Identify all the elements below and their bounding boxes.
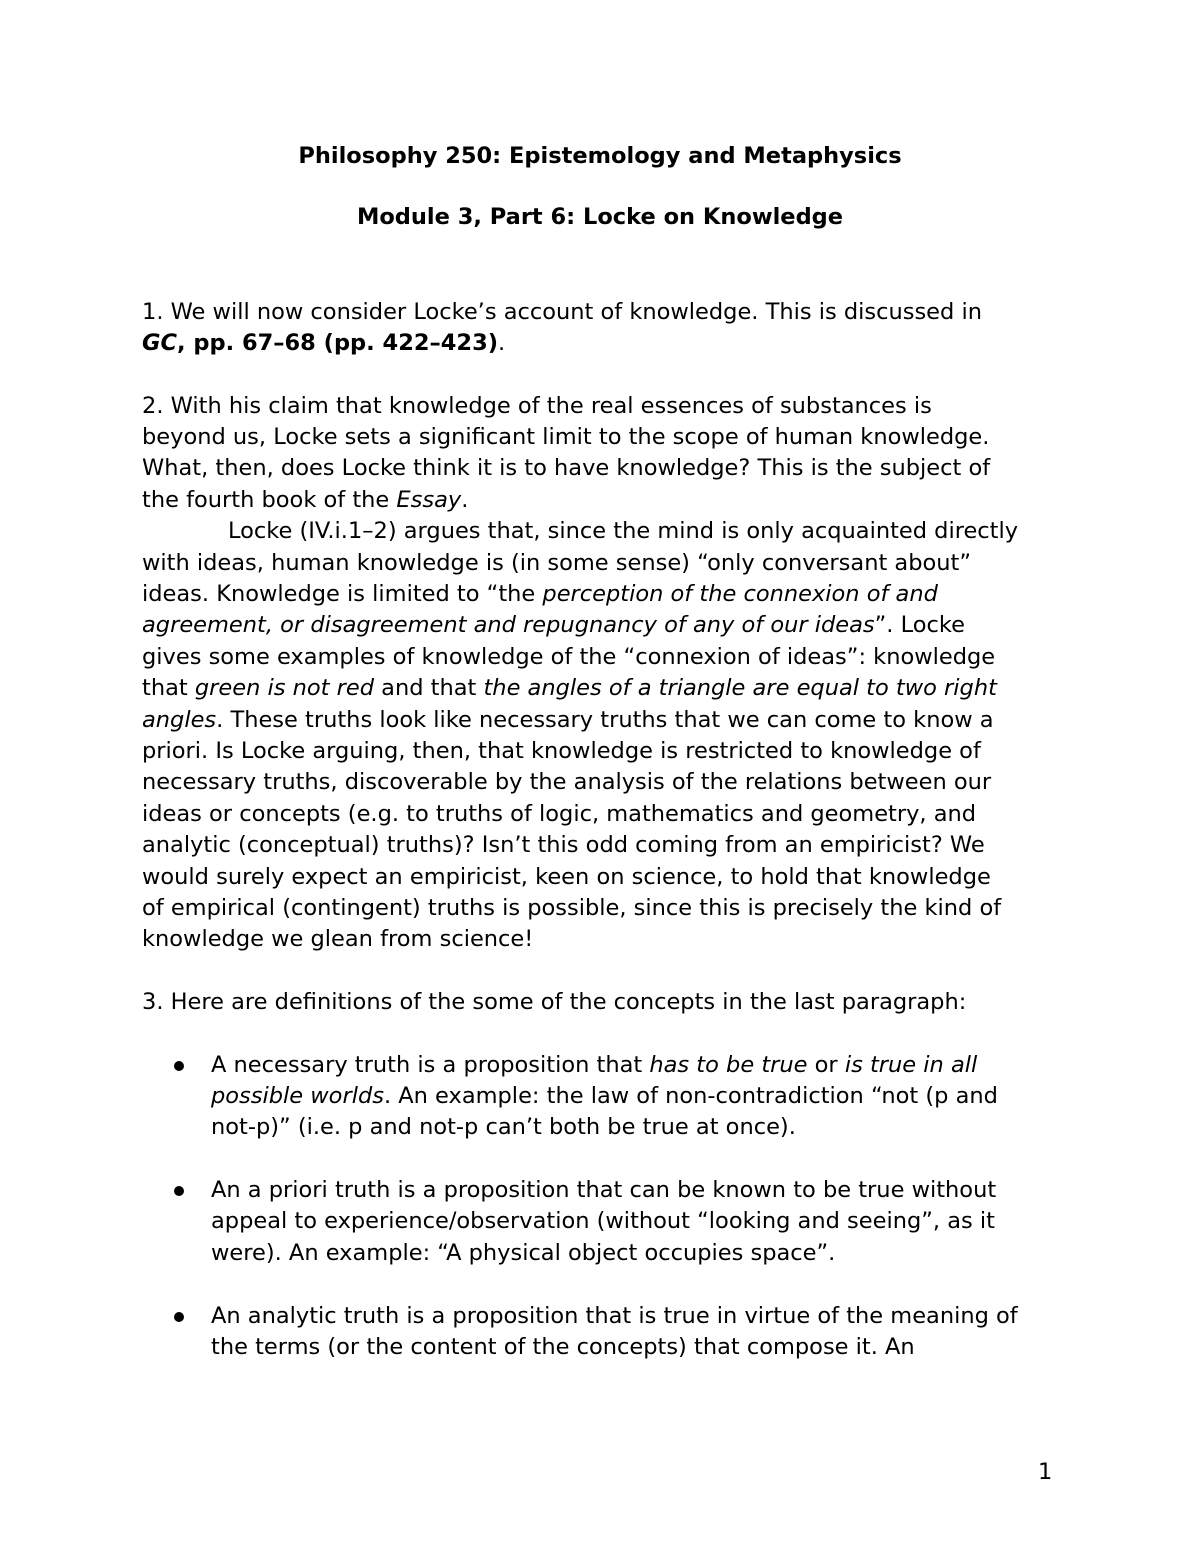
paragraph-3-line-2: with ideas, human knowledge is (in some sense) “only conversant about” (142, 550, 972, 576)
document-title: Philosophy 250: Epistemology and Metaphysics (298, 143, 902, 169)
text-run: and that (374, 675, 484, 701)
italic-term: possible worlds (211, 1083, 384, 1109)
text-run: ideas. Knowledge is limited to “the (142, 581, 543, 607)
reference-pages: , pp. 67–68 (pp. 422–423) (176, 330, 499, 356)
text-run: . An example: the law of non-contradiction “not (p and (383, 1083, 998, 1109)
italic-example: angles (142, 707, 217, 733)
italic-example: the angles of a triangle are equal to two right (483, 675, 997, 701)
list-item-line-3: were). An example: “A physical object occupies space”. (211, 1240, 836, 1266)
text-run: or (807, 1052, 845, 1078)
paragraph-3-line-6 (142, 673, 997, 704)
bullet-icon (174, 1061, 184, 1071)
paragraph-4-line-1: 3. Here are definitions of the some of the concepts in the last paragraph: (142, 989, 967, 1015)
paragraph-3-line-5: gives some examples of knowledge of the “connexion of ideas”: knowledge (142, 644, 996, 670)
paragraph-3-line-12: would surely expect an empiricist, keen on science, to hold that knowledge (142, 864, 991, 890)
bullet-icon (174, 1312, 184, 1322)
text-run: ”. Locke (874, 612, 965, 638)
list-item-line-1: An analytic truth is a proposition that is true in virtue of the meaning of (211, 1303, 1018, 1329)
paragraph-2-line-1: 2. With his claim that knowledge of the real essences of substances is (142, 393, 932, 419)
paragraph-3-line-14: knowledge we glean from science! (142, 926, 534, 952)
list-item-line-1: An a priori truth is a proposition that can be known to be true without (211, 1177, 997, 1203)
paragraph-1-end: . (498, 330, 506, 356)
text-run: the fourth book of the (142, 487, 397, 513)
paragraph-1-line-1: 1. We will now consider Locke’s account of knowledge. This is discussed in (142, 299, 982, 325)
italic-term: is true in all (844, 1052, 978, 1078)
bullet-icon (174, 1186, 184, 1196)
paragraph-3-line-10: ideas or concepts (e.g. to truths of logic, mathematics and geometry, and (142, 801, 977, 827)
italic-quote: agreement, or disagreement and repugnancy of any of our ideas (142, 612, 875, 638)
paragraph-3-line-8: priori. Is Locke arguing, then, that knowledge is restricted to knowledge of (142, 738, 981, 764)
italic-example: green is not red (194, 675, 374, 701)
list-item-line-2: appeal to experience/observation (without “looking and seeing”, as it (211, 1208, 995, 1234)
reference-gc: GC (142, 330, 177, 356)
paragraph-3-line-3 (142, 579, 938, 610)
paragraph-2-line-3: What, then, does Locke think it is to have knowledge? This is the subject of (142, 455, 991, 481)
text-run: . These truths look like necessary truths that we can come to know a (216, 707, 994, 733)
paragraph-3-line-4 (142, 610, 965, 641)
paragraph-2-line-2: beyond us, Locke sets a significant limit to the scope of human knowledge. (142, 424, 990, 450)
text-run: A necessary truth is a proposition that (211, 1052, 650, 1078)
paragraph-2-line-4 (142, 485, 468, 516)
paragraph-3-line-1: Locke (IV.i.1–2) argues that, since the mind is only acquainted directly (228, 518, 1019, 544)
paragraph-1-line-2 (142, 328, 505, 359)
paragraph-3-line-11: analytic (conceptual) truths)? Isn’t this odd coming from an empiricist? We (142, 832, 985, 858)
paragraph-3-line-9: necessary truths, discoverable by the analysis of the relations between our (142, 769, 992, 795)
page-number: 1 (1038, 1459, 1053, 1485)
essay-title: Essay (396, 487, 462, 513)
list-item-line-2 (211, 1081, 998, 1112)
list-item-line-2: the terms (or the content of the concepts) that compose it. An (211, 1334, 915, 1360)
text-run: that (142, 675, 195, 701)
italic-quote: perception of the connexion of and (542, 581, 938, 607)
list-item-line-3: not-p)” (i.e. p and not-p can’t both be true at once). (211, 1114, 796, 1140)
document-subtitle: Module 3, Part 6: Locke on Knowledge (356, 204, 844, 230)
list-item-line-1 (211, 1050, 977, 1081)
text-run: . (461, 487, 469, 513)
paragraph-3-line-13: of empirical (contingent) truths is possible, since this is precisely the kind of (142, 895, 1002, 921)
paragraph-3-line-7 (142, 705, 994, 736)
italic-term: has to be true (649, 1052, 808, 1078)
